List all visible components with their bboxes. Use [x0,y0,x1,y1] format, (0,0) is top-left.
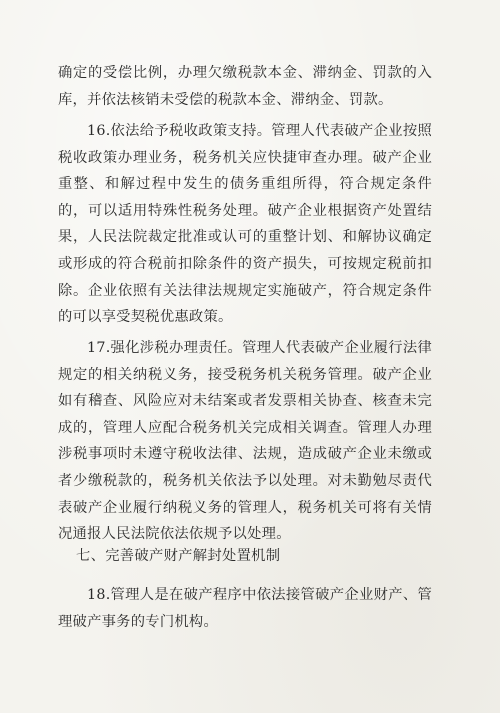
paragraph-18: 18.管理人是在破产程序中依法接管破产企业财产、管理破产事务的专门机构。 [58,587,432,630]
paragraph-16: 16.依法给予税收政策支持。管理人代表破产企业按照税收政策办理业务，税务机关应快捷审查办理。破产企业重整、和解过程中发生的债务重组所得，符合规定条件的，可以适用特殊性税务处理。破产企业根据资产处置结果，人民法院裁定批准或认可的重整计划、和解协议确定或形成的符合税前扣除条件的资产损失，可按规定税前扣除。企业依照有关法律法规规定实施破产，符合规定条件的可以享受契税优惠政策。 [58,123,432,326]
paragraph-continuation: 确定的受偿比例，办理欠缴税款本金、滞纳金、罚款的入库，并依法核销未受偿的税款本金、滞纳金、罚款。 [58,65,432,108]
paragraph-17: 17.强化涉税办理责任。管理人代表破产企业履行法律规定的相关纳税义务，接受税务机关税务管理。破产企业如有稽查、风险应对未结案或者发票相关协查、核查未完成的，管理人应配合税务机关完成相关调查。管理人办理涉税事项时未遵守税收法律、法规，造成破产企业未缴或者少缴税款的，税务机关依法予以处理。对未勤勉尽责代表破产企业履行纳税义务的管理人，税务机关可将有关情况通报人民法院依法依规予以处理。 [58,340,432,543]
section-heading-7: 七、完善破产财产解封处置机制 [76,548,281,564]
